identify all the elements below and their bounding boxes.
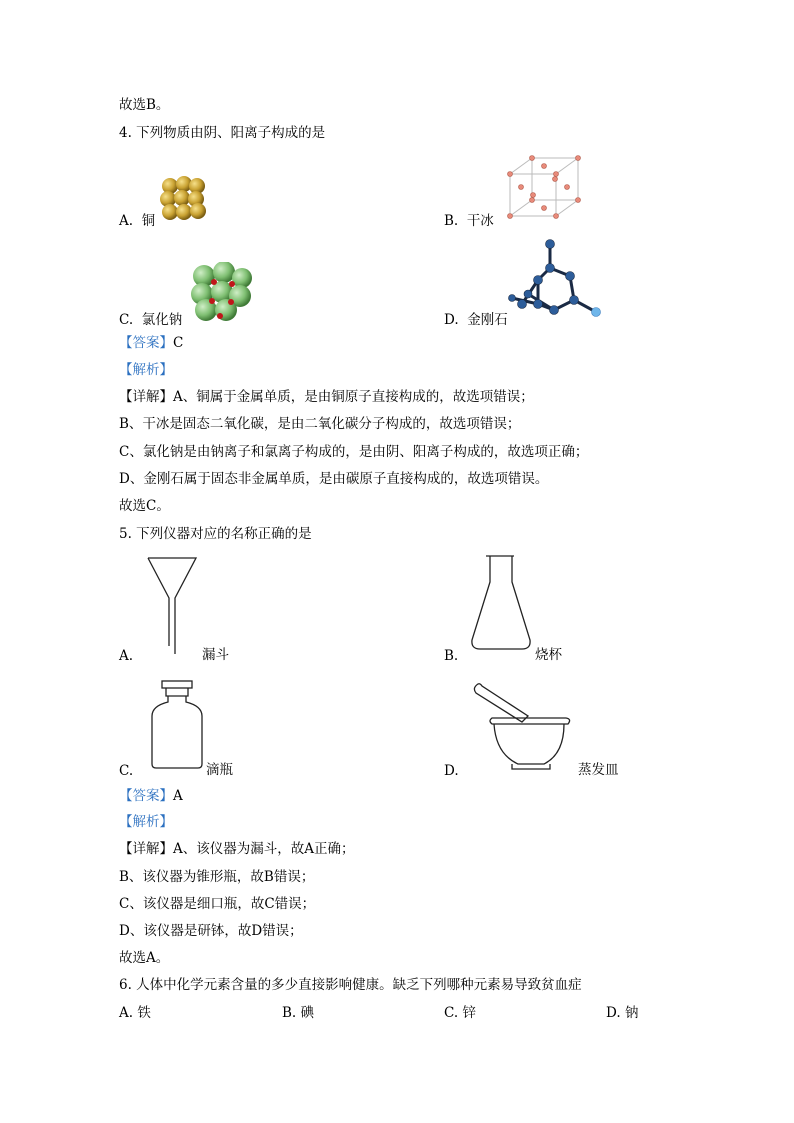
- q4-explanation-b: B、干冰是固态二氧化碳，是由二氧化碳分子构成的，故选项错误；: [119, 416, 521, 432]
- sodium-chloride-lattice-icon: [190, 262, 254, 322]
- mortar-pestle-icon: [468, 680, 576, 772]
- q6-option-c-label: 锌: [462, 1005, 476, 1021]
- q4-answer: [119, 334, 183, 352]
- q4-option-d-letter: D.: [444, 312, 459, 328]
- q6-option-b: [282, 1004, 314, 1022]
- q4-explanation-d: D、金刚石属于固态非金属单质，是由碳原子直接构成的，故选项错误。: [119, 471, 549, 487]
- copper-atom-cluster-icon: [158, 176, 208, 222]
- q4-option-b-letter: B.: [444, 213, 459, 229]
- q4-option-b: [444, 212, 494, 230]
- q5-option-c-letter: C.: [119, 763, 134, 779]
- q5-option-b-label: 烧杯: [535, 647, 562, 663]
- q4-stem: 4. 下列物质由阴、阳离子构成的是: [119, 125, 326, 141]
- funnel-icon: [146, 556, 198, 658]
- q5-explanation-d: D、该仪器是研钵，故D错误；: [119, 923, 303, 939]
- q4-option-c-letter: C.: [119, 312, 134, 328]
- q6-stem: 6. 人体中化学元素含量的多少直接影响健康。缺乏下列哪种元素易导致贫血症: [119, 977, 582, 993]
- q5-answer-tag: 【答案】: [119, 788, 173, 804]
- q5-conclusion: 故选A。: [119, 950, 170, 966]
- q4-explanation-a-text: A、铜属于金属单质，是由铜原子直接构成的，故选项错误；: [173, 389, 534, 405]
- q6-option-b-letter: B.: [282, 1005, 297, 1021]
- q4-option-c: [119, 311, 182, 329]
- q4-detail-tag: 【详解】: [119, 389, 173, 405]
- q6-option-a-label: 铁: [137, 1005, 151, 1021]
- q5-option-b-letter: B.: [444, 648, 459, 664]
- q5-analysis-tag: 【解析】: [119, 814, 173, 830]
- q4-option-a: [119, 212, 155, 230]
- q6-option-c: [444, 1004, 476, 1022]
- q5-explanation-c: C、该仪器是细口瓶，故C错误；: [119, 896, 316, 912]
- q5-option-c-label: 滴瓶: [206, 762, 233, 778]
- q6-option-a-letter: A.: [119, 1005, 134, 1021]
- q5-explanation-a-text: A、该仪器为漏斗，故A正确；: [173, 841, 355, 857]
- q5-option-a-label: 漏斗: [202, 647, 229, 663]
- q4-option-a-label: 铜: [141, 213, 156, 229]
- previous-conclusion: 故选B。: [119, 97, 170, 113]
- q4-explanation-c: C、氯化钠是由钠离子和氯离子构成的，是由阴、阳离子构成的，故选项正确；: [119, 444, 589, 460]
- q5-stem: 5. 下列仪器对应的名称正确的是: [119, 526, 312, 542]
- q6-option-d-label: 钠: [624, 1005, 639, 1021]
- diamond-structure-icon: [508, 238, 604, 320]
- q6-option-d-letter: D.: [606, 1005, 621, 1021]
- q5-answer-value: A: [173, 788, 183, 804]
- q5-explanation-a: [119, 840, 355, 858]
- q4-option-d: [444, 311, 508, 329]
- q6-option-d: [606, 1004, 638, 1022]
- q4-analysis-tag: 【解析】: [119, 362, 173, 378]
- q4-answer-value: C: [173, 335, 184, 351]
- q4-option-b-label: 干冰: [466, 213, 494, 229]
- q4-option-d-label: 金刚石: [467, 312, 508, 328]
- q6-option-a: [119, 1004, 151, 1022]
- erlenmeyer-flask-icon: [468, 552, 534, 652]
- q4-option-a-letter: A.: [119, 213, 134, 229]
- q5-option-a-letter: A.: [119, 648, 134, 664]
- dry-ice-crystal-lattice-icon: [500, 152, 584, 220]
- q4-conclusion: 故选C。: [119, 498, 170, 514]
- q5-answer: [119, 787, 183, 805]
- q5-explanation-b: B、该仪器为锥形瓶，故B错误；: [119, 869, 315, 885]
- narrow-mouth-bottle-icon: [148, 678, 206, 770]
- q4-explanation-a: [119, 388, 534, 406]
- q5-detail-tag: 【详解】: [119, 841, 173, 857]
- q6-option-b-label: 碘: [300, 1005, 315, 1021]
- q5-option-d-letter: D.: [444, 763, 459, 779]
- q5-option-d-label: 蒸发皿: [578, 762, 619, 778]
- q4-option-c-label: 氯化钠: [141, 312, 183, 328]
- q4-answer-tag: 【答案】: [119, 335, 173, 351]
- q6-option-c-letter: C.: [444, 1005, 459, 1021]
